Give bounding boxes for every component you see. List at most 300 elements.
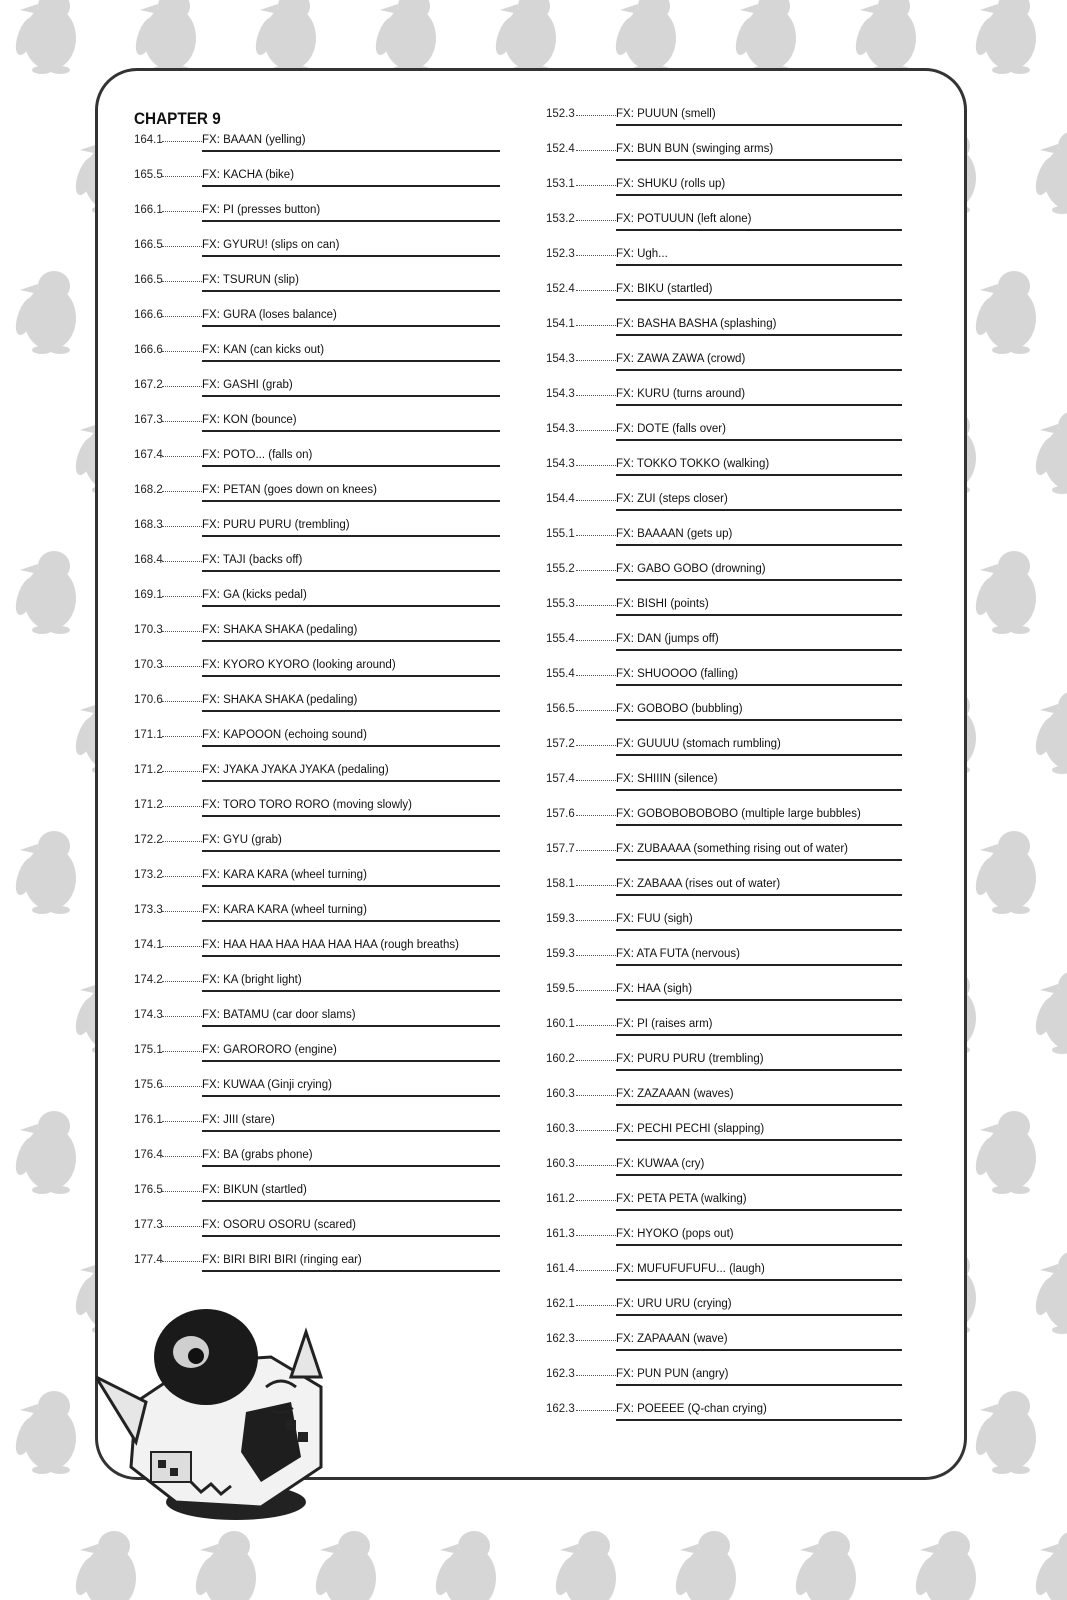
fx-text: FX: BAAAN (yelling) bbox=[202, 134, 306, 146]
page-number: 166.6 bbox=[134, 344, 163, 356]
entry-underline bbox=[202, 920, 500, 922]
fx-text: FX: GA (kicks pedal) bbox=[202, 589, 307, 601]
fx-text: FX: GOBOBO (bubbling) bbox=[616, 703, 743, 715]
fx-entry bbox=[546, 1261, 902, 1296]
fx-entry bbox=[546, 491, 902, 526]
fx-text: FX: GUUUU (stomach rumbling) bbox=[616, 738, 781, 750]
penguin-silhouette-icon bbox=[1032, 1251, 1067, 1334]
fx-text: FX: GARORORO (engine) bbox=[202, 1044, 337, 1056]
fx-entry bbox=[134, 867, 500, 902]
page-number: 160.2 bbox=[546, 1053, 575, 1065]
dotted-leader bbox=[576, 465, 616, 466]
fx-text: FX: PURU PURU (trembling) bbox=[202, 519, 350, 531]
fx-entry bbox=[546, 456, 902, 491]
page-number: 168.4 bbox=[134, 554, 163, 566]
dotted-leader bbox=[162, 596, 202, 597]
penguin-silhouette-icon bbox=[1032, 691, 1067, 774]
page-number: 170.3 bbox=[134, 659, 163, 671]
page-number: 155.4 bbox=[546, 668, 575, 680]
page-number: 153.2 bbox=[546, 213, 575, 225]
dotted-leader bbox=[162, 701, 202, 702]
entry-underline bbox=[616, 929, 902, 931]
fx-entry bbox=[546, 1121, 902, 1156]
page-number: 152.4 bbox=[546, 143, 575, 155]
fx-text: FX: KACHA (bike) bbox=[202, 169, 295, 181]
fx-entry bbox=[134, 202, 500, 237]
fx-text: FX: GABO GOBO (drowning) bbox=[616, 563, 766, 575]
page-number: 155.2 bbox=[546, 563, 575, 575]
fx-entry bbox=[546, 316, 902, 351]
dotted-leader bbox=[576, 640, 616, 641]
entry-underline bbox=[202, 745, 500, 747]
fx-entry bbox=[546, 596, 902, 631]
dotted-leader bbox=[576, 290, 616, 291]
dotted-leader bbox=[576, 745, 616, 746]
fx-text: FX: KYORO KYORO (looking around) bbox=[202, 659, 396, 671]
dotted-leader bbox=[576, 710, 616, 711]
page-number: 170.6 bbox=[134, 694, 163, 706]
fx-entry bbox=[546, 631, 902, 666]
page-number: 166.1 bbox=[134, 204, 163, 216]
entry-underline bbox=[202, 640, 500, 642]
fx-entry bbox=[134, 447, 500, 482]
fx-text: FX: BISHI (points) bbox=[616, 598, 709, 610]
entry-underline bbox=[202, 1165, 500, 1167]
penguin-silhouette-icon bbox=[912, 1531, 976, 1600]
fx-entry bbox=[546, 1086, 902, 1121]
fx-text: FX: BUN BUN (swinging arms) bbox=[616, 143, 774, 155]
fx-entry bbox=[546, 281, 902, 316]
entry-underline bbox=[202, 570, 500, 572]
entry-underline bbox=[616, 1349, 902, 1351]
fx-text: FX: TAJI (backs off) bbox=[202, 554, 303, 566]
fx-entry bbox=[546, 876, 902, 911]
page-number: 154.3 bbox=[546, 353, 575, 365]
dotted-leader bbox=[162, 981, 202, 982]
page-number: 171.2 bbox=[134, 799, 163, 811]
dotted-leader bbox=[576, 1375, 616, 1376]
dotted-leader bbox=[162, 1226, 202, 1227]
fx-text: FX: FUU (sigh) bbox=[616, 913, 693, 925]
fx-entry bbox=[546, 981, 902, 1016]
dotted-leader bbox=[576, 1200, 616, 1201]
fx-entry bbox=[134, 1147, 500, 1182]
dotted-leader bbox=[162, 876, 202, 877]
entry-underline bbox=[616, 614, 902, 616]
fx-text: FX: DOTE (falls over) bbox=[616, 423, 726, 435]
entry-underline bbox=[202, 290, 500, 292]
fx-entry bbox=[134, 937, 500, 972]
fx-entry bbox=[546, 1226, 902, 1261]
entry-underline bbox=[616, 789, 902, 791]
left-fx-list bbox=[134, 132, 500, 1287]
entry-underline bbox=[202, 815, 500, 817]
entry-underline bbox=[202, 1270, 500, 1272]
penguin-silhouette-icon bbox=[1032, 1531, 1067, 1600]
fx-entry bbox=[134, 517, 500, 552]
fx-entry bbox=[546, 1366, 902, 1401]
dotted-leader bbox=[162, 806, 202, 807]
entry-underline bbox=[616, 544, 902, 546]
page-number: 159.3 bbox=[546, 913, 575, 925]
entry-underline bbox=[616, 404, 902, 406]
page-number: 169.1 bbox=[134, 589, 163, 601]
dotted-leader bbox=[162, 211, 202, 212]
dotted-leader bbox=[576, 605, 616, 606]
fx-text: FX: BIKUN (startled) bbox=[202, 1184, 307, 1196]
fx-entry bbox=[546, 771, 902, 806]
page-number: 176.1 bbox=[134, 1114, 163, 1126]
page-number: 162.1 bbox=[546, 1298, 575, 1310]
penguin-silhouette-icon bbox=[12, 831, 76, 914]
page-number: 154.3 bbox=[546, 458, 575, 470]
fx-text: FX: KUWAA (cry) bbox=[616, 1158, 705, 1170]
dotted-leader bbox=[576, 185, 616, 186]
fx-text: FX: SHUKU (rolls up) bbox=[616, 178, 726, 190]
entry-underline bbox=[616, 264, 902, 266]
entry-underline bbox=[616, 649, 902, 651]
fx-entry bbox=[134, 657, 500, 692]
entry-underline bbox=[202, 990, 500, 992]
fx-text: FX: ZAZAAAN (waves) bbox=[616, 1088, 734, 1100]
fx-entry bbox=[134, 762, 500, 797]
fx-text: FX: GYU (grab) bbox=[202, 834, 282, 846]
fx-entry bbox=[134, 902, 500, 937]
page-number: 162.3 bbox=[546, 1403, 575, 1415]
penguin-silhouette-icon bbox=[972, 831, 1036, 914]
dotted-leader bbox=[576, 430, 616, 431]
penguin-silhouette-icon bbox=[132, 0, 196, 74]
entry-underline bbox=[616, 1279, 902, 1281]
entry-underline bbox=[616, 1034, 902, 1036]
page-number: 157.4 bbox=[546, 773, 575, 785]
page-number: 156.5 bbox=[546, 703, 575, 715]
penguin-silhouette-icon bbox=[1032, 131, 1067, 214]
chapter-title: CHAPTER 9 bbox=[134, 109, 221, 128]
page-number: 167.3 bbox=[134, 414, 163, 426]
entry-underline bbox=[202, 605, 500, 607]
page-number: 159.3 bbox=[546, 948, 575, 960]
entry-underline bbox=[616, 229, 902, 231]
fx-entry bbox=[134, 1217, 500, 1252]
penguin-silhouette-icon bbox=[12, 1391, 76, 1474]
fx-text: FX: BIRI BIRI BIRI (ringing ear) bbox=[202, 1254, 362, 1266]
fx-entry bbox=[546, 176, 902, 211]
penguin-silhouette-icon bbox=[12, 0, 76, 74]
entry-underline bbox=[616, 894, 902, 896]
fx-text: FX: GASHI (grab) bbox=[202, 379, 293, 391]
fx-entry bbox=[134, 307, 500, 342]
entry-underline bbox=[616, 1104, 902, 1106]
entry-underline bbox=[202, 325, 500, 327]
fx-entry bbox=[134, 622, 500, 657]
page-number: 152.3 bbox=[546, 108, 575, 120]
fx-text: FX: JYAKA JYAKA JYAKA (pedaling) bbox=[202, 764, 389, 776]
entry-underline bbox=[202, 535, 500, 537]
fx-entry bbox=[546, 1051, 902, 1086]
entry-underline bbox=[616, 1244, 902, 1246]
fx-entry bbox=[546, 806, 902, 841]
entry-underline bbox=[616, 194, 902, 196]
dotted-leader bbox=[576, 1060, 616, 1061]
penguin-silhouette-icon bbox=[1032, 971, 1067, 1054]
fx-entry bbox=[134, 1112, 500, 1147]
dotted-leader bbox=[162, 316, 202, 317]
page-number: 160.1 bbox=[546, 1018, 575, 1030]
dotted-leader bbox=[576, 815, 616, 816]
entry-underline bbox=[616, 1069, 902, 1071]
entry-underline bbox=[616, 719, 902, 721]
fx-text: FX: BA (grabs phone) bbox=[202, 1149, 313, 1161]
penguin-silhouette-icon bbox=[552, 1531, 616, 1600]
penguin-silhouette-icon bbox=[372, 0, 436, 74]
left-column bbox=[134, 108, 500, 1287]
dotted-leader bbox=[162, 176, 202, 177]
fx-text: FX: KAPOOON (echoing sound) bbox=[202, 729, 367, 741]
page-number: 158.1 bbox=[546, 878, 575, 890]
dotted-leader bbox=[576, 1410, 616, 1411]
fx-text: FX: GOBOBOBOBOBO (multiple large bubbles) bbox=[616, 808, 861, 820]
page-number: 165.5 bbox=[134, 169, 163, 181]
dotted-leader bbox=[162, 1261, 202, 1262]
dotted-leader bbox=[162, 1051, 202, 1052]
dotted-leader bbox=[162, 526, 202, 527]
entry-underline bbox=[202, 710, 500, 712]
dotted-leader bbox=[576, 570, 616, 571]
penguin-silhouette-icon bbox=[312, 1531, 376, 1600]
dotted-leader bbox=[576, 850, 616, 851]
dotted-leader bbox=[162, 911, 202, 912]
penguin-silhouette-icon bbox=[12, 1111, 76, 1194]
fx-entry bbox=[546, 736, 902, 771]
entry-underline bbox=[616, 369, 902, 371]
penguin-silhouette-icon bbox=[192, 1531, 256, 1600]
fx-text: FX: URU URU (crying) bbox=[616, 1298, 732, 1310]
page-number: 173.2 bbox=[134, 869, 163, 881]
page-number: 174.1 bbox=[134, 939, 163, 951]
fx-text: FX: BIKU (startled) bbox=[616, 283, 713, 295]
fx-text: FX: PURU PURU (trembling) bbox=[616, 1053, 764, 1065]
page-number: 167.2 bbox=[134, 379, 163, 391]
fx-entry bbox=[134, 342, 500, 377]
fx-text: FX: BATAMU (car door slams) bbox=[202, 1009, 356, 1021]
entry-underline bbox=[616, 124, 902, 126]
dotted-leader bbox=[576, 395, 616, 396]
fx-entry bbox=[134, 727, 500, 762]
fx-entry bbox=[546, 1156, 902, 1191]
page-number: 160.3 bbox=[546, 1088, 575, 1100]
fx-text: FX: BASHA BASHA (splashing) bbox=[616, 318, 777, 330]
fx-entry bbox=[134, 552, 500, 587]
fx-entry bbox=[134, 692, 500, 727]
fx-entry bbox=[546, 946, 902, 981]
dotted-leader bbox=[162, 736, 202, 737]
dotted-leader bbox=[162, 246, 202, 247]
dotted-leader bbox=[162, 491, 202, 492]
entry-underline bbox=[202, 780, 500, 782]
entry-underline bbox=[616, 1384, 902, 1386]
fx-text: FX: PI (presses button) bbox=[202, 204, 321, 216]
page-number: 154.3 bbox=[546, 423, 575, 435]
page-number: 175.1 bbox=[134, 1044, 163, 1056]
dotted-leader bbox=[576, 115, 616, 116]
page-number: 157.2 bbox=[546, 738, 575, 750]
fx-entry bbox=[546, 701, 902, 736]
entry-underline bbox=[616, 824, 902, 826]
page-number: 177.3 bbox=[134, 1219, 163, 1231]
entry-underline bbox=[202, 885, 500, 887]
dotted-leader bbox=[576, 675, 616, 676]
fx-entry bbox=[546, 351, 902, 386]
page-number: 171.2 bbox=[134, 764, 163, 776]
fx-text: FX: HAA (sigh) bbox=[616, 983, 693, 995]
entry-underline bbox=[202, 1095, 500, 1097]
fx-text: FX: ATA FUTA (nervous) bbox=[616, 948, 740, 960]
entry-underline bbox=[202, 360, 500, 362]
penguin-silhouette-icon bbox=[732, 0, 796, 74]
entry-underline bbox=[616, 159, 902, 161]
fx-entry bbox=[546, 386, 902, 421]
right-column bbox=[546, 106, 902, 1436]
dotted-leader bbox=[162, 1086, 202, 1087]
entry-underline bbox=[616, 299, 902, 301]
fx-text: FX: KURU (turns around) bbox=[616, 388, 746, 400]
fx-text: FX: KARA KARA (wheel turning) bbox=[202, 904, 367, 916]
page-number: 166.5 bbox=[134, 274, 163, 286]
penguin-silhouette-icon bbox=[672, 1531, 736, 1600]
penguin-silhouette-icon bbox=[1032, 411, 1067, 494]
dotted-leader bbox=[576, 220, 616, 221]
fx-entry bbox=[134, 832, 500, 867]
page-number: 176.4 bbox=[134, 1149, 163, 1161]
entry-underline bbox=[202, 955, 500, 957]
entry-underline bbox=[616, 474, 902, 476]
fx-entry bbox=[546, 1331, 902, 1366]
dotted-leader bbox=[162, 1156, 202, 1157]
fx-text: FX: PECHI PECHI (slapping) bbox=[616, 1123, 765, 1135]
entry-underline bbox=[616, 439, 902, 441]
entry-underline bbox=[616, 1139, 902, 1141]
fx-text: FX: ZUBAAAA (something rising out of water) bbox=[616, 843, 849, 855]
page-number: 171.1 bbox=[134, 729, 163, 741]
dotted-leader bbox=[576, 150, 616, 151]
fx-entry bbox=[134, 167, 500, 202]
page-number: 155.3 bbox=[546, 598, 575, 610]
fx-entry bbox=[134, 377, 500, 412]
page-number: 157.7 bbox=[546, 843, 575, 855]
entry-underline bbox=[202, 150, 500, 152]
fx-entry bbox=[134, 272, 500, 307]
fx-entry bbox=[134, 1042, 500, 1077]
dotted-leader bbox=[162, 771, 202, 772]
page-number: 162.3 bbox=[546, 1368, 575, 1380]
dotted-leader bbox=[162, 841, 202, 842]
entry-underline bbox=[202, 675, 500, 677]
fx-text: FX: SHIIIN (silence) bbox=[616, 773, 718, 785]
fx-entry bbox=[134, 587, 500, 622]
entry-underline bbox=[202, 465, 500, 467]
entry-underline bbox=[202, 1060, 500, 1062]
page-number: 162.3 bbox=[546, 1333, 575, 1345]
penguin-silhouette-icon bbox=[72, 1531, 136, 1600]
page-number: 154.4 bbox=[546, 493, 575, 505]
dotted-leader bbox=[576, 1095, 616, 1096]
page-number: 168.3 bbox=[134, 519, 163, 531]
dotted-leader bbox=[162, 1121, 202, 1122]
dotted-leader bbox=[576, 1235, 616, 1236]
page-number: 157.6 bbox=[546, 808, 575, 820]
fx-text: FX: TSURUN (slip) bbox=[202, 274, 299, 286]
penguin-silhouette-icon bbox=[612, 0, 676, 74]
fx-text: FX: KARA KARA (wheel turning) bbox=[202, 869, 367, 881]
page-number: 155.1 bbox=[546, 528, 575, 540]
fx-text: FX: OSORU OSORU (scared) bbox=[202, 1219, 356, 1231]
dotted-leader bbox=[576, 1130, 616, 1131]
dotted-leader bbox=[162, 561, 202, 562]
fx-text: FX: HAA HAA HAA HAA HAA HAA (rough breaths) bbox=[202, 939, 459, 951]
fx-text: FX: HYOKO (pops out) bbox=[616, 1228, 734, 1240]
penguin-silhouette-icon bbox=[972, 0, 1036, 74]
entry-underline bbox=[616, 334, 902, 336]
dotted-leader bbox=[162, 386, 202, 387]
penguin-silhouette-icon bbox=[852, 0, 916, 74]
penguin-silhouette-icon bbox=[972, 1111, 1036, 1194]
fx-text: FX: KUWAA (Ginji crying) bbox=[202, 1079, 332, 1091]
fx-text: FX: ZAPAAAN (wave) bbox=[616, 1333, 728, 1345]
page-number: 161.2 bbox=[546, 1193, 575, 1205]
dotted-leader bbox=[162, 666, 202, 667]
dotted-leader bbox=[576, 955, 616, 956]
dotted-leader bbox=[162, 1016, 202, 1017]
fx-text: FX: GYURU! (slips on can) bbox=[202, 239, 340, 251]
fx-entry bbox=[134, 482, 500, 517]
entry-underline bbox=[616, 859, 902, 861]
penguin-silhouette-icon bbox=[972, 551, 1036, 634]
dotted-leader bbox=[576, 535, 616, 536]
page-number: 176.5 bbox=[134, 1184, 163, 1196]
page-number: 168.2 bbox=[134, 484, 163, 496]
fx-text: FX: BAAAAN (gets up) bbox=[616, 528, 733, 540]
fx-entry bbox=[546, 421, 902, 456]
fx-entry bbox=[134, 1182, 500, 1217]
dotted-leader bbox=[576, 920, 616, 921]
dotted-leader bbox=[576, 1025, 616, 1026]
dotted-leader bbox=[162, 1191, 202, 1192]
page-number: 152.3 bbox=[546, 248, 575, 260]
fx-entry bbox=[546, 1296, 902, 1331]
fx-text: FX: POEEEE (Q-chan crying) bbox=[616, 1403, 767, 1415]
page-number: 160.3 bbox=[546, 1123, 575, 1135]
fx-text: FX: TORO TORO RORO (moving slowly) bbox=[202, 799, 413, 811]
fx-entry bbox=[546, 1016, 902, 1051]
fx-text: FX: PI (raises arm) bbox=[616, 1018, 713, 1030]
fx-entry bbox=[134, 1252, 500, 1287]
page-number: 154.1 bbox=[546, 318, 575, 330]
fx-text: FX: ZUI (steps closer) bbox=[616, 493, 728, 505]
dotted-leader bbox=[576, 500, 616, 501]
dotted-leader bbox=[576, 1270, 616, 1271]
entry-underline bbox=[616, 1314, 902, 1316]
page-number: 155.4 bbox=[546, 633, 575, 645]
entry-underline bbox=[616, 509, 902, 511]
entry-underline bbox=[202, 220, 500, 222]
fx-text: FX: DAN (jumps off) bbox=[616, 633, 719, 645]
fx-text: FX: KON (bounce) bbox=[202, 414, 297, 426]
fx-entry bbox=[546, 526, 902, 561]
dotted-leader bbox=[162, 281, 202, 282]
fx-entry bbox=[134, 972, 500, 1007]
entry-underline bbox=[202, 1025, 500, 1027]
